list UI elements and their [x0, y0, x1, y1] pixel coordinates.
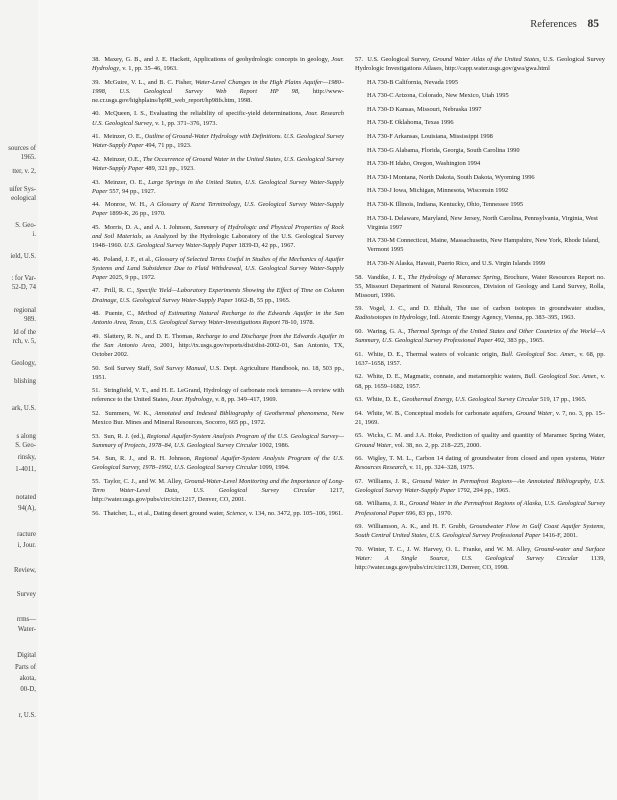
reference-entry	[355, 499, 605, 517]
reference-number: 58.	[355, 273, 366, 281]
reference-text: , U.S. Dept. Agriculture Handbook, no. 18, 503 pp., 1951.	[92, 364, 345, 381]
reference-number: 39.	[92, 78, 103, 86]
reference-text: , 2001, http://tx.usgs.gov/reports/dist/dist-2002-01, San Antonio, TX, October 2002.	[92, 341, 344, 359]
reference-entry	[92, 55, 344, 73]
reference-text: Williams, J. R.,	[367, 477, 413, 485]
reference-title: Thermal Springs of the United States and Other Countries of the World—A Summary, U.S. Geological Survey Professional Paper	[355, 328, 605, 345]
reference-entry	[92, 454, 344, 472]
reference-text: , vol. 38, no. 2, pp. 218–225, 2000.	[391, 441, 481, 449]
bleed-text-fragment: i.	[32, 231, 36, 238]
reference-title: The Hydrology of Maramec Spring	[407, 273, 501, 281]
reference-text: 492, 383 pp., 1965.	[492, 337, 544, 345]
bleed-text-fragment: eological	[11, 195, 36, 202]
reference-text: Williams, J. R.,	[366, 500, 409, 508]
reference-number: 60.	[355, 328, 366, 336]
reference-number: 62.	[355, 373, 366, 381]
atlas-item: HA 730-H Idaho, Oregon, Washington 1994	[367, 160, 481, 168]
reference-number: 54.	[92, 455, 104, 463]
reference-number: 42.	[92, 155, 102, 163]
reference-text: McQueen, I. S., Evaluating the reliability of specific-yield determinations,	[104, 110, 306, 118]
reference-number: 43.	[92, 178, 103, 186]
reference-entry	[355, 304, 605, 322]
page-number: 85	[587, 18, 599, 30]
reference-text: Sun, R. J., and R. H. Johnson,	[105, 455, 195, 463]
bleed-text-fragment: 1-4011,	[15, 466, 36, 473]
reference-text: , as Analyzed by the Hydrologic Laboratory of the U.S. Geological Survey 1948–1960.	[92, 233, 344, 250]
reference-text: White, D. E., Magmatic, connate, and metamorphic waters,	[367, 373, 525, 381]
atlas-item: HA 730-D Kansas, Missouri, Nebraska 1997	[367, 105, 482, 113]
reference-text: 557, 94 pp., 1927.	[107, 187, 156, 195]
reference-text: Winter, T. C., J. W. Harvey, O. L. Franke, and W. M. Alley,	[367, 545, 535, 553]
reference-title: Regional Aquifer-System Analysis Program of the U.S. Geological Survey—Summary of Projects, 1978–84, U.S. Geological Survey Circular	[92, 432, 344, 449]
bleed-text-fragment: 52-D, 74	[11, 284, 36, 291]
bleed-text-fragment: ld of the	[13, 329, 36, 336]
bleed-text-fragment: rinsky,	[17, 454, 36, 461]
atlas-item: HA 730-M Connecticut, Maine, Massachusetts, New Hampshire, New York, Rhode Island, Vermont 1995	[367, 237, 600, 254]
reference-entry	[92, 78, 344, 105]
bleed-text-fragment: rch, v. 5,	[12, 338, 36, 345]
reference-number: 51.	[92, 387, 102, 395]
reference-text: Taylor, C. J., and W. M. Alley,	[103, 478, 185, 486]
reference-entry	[92, 255, 344, 282]
reference-text: White, D. E., Thermal waters of volcanic origin,	[367, 350, 502, 358]
reference-text: , Brochure, Water Resources Report no. 55, Missouri Department of Natural Resources, Division of Geology and Land Survey, Rolla, Missouri, 1996.	[355, 273, 606, 299]
reference-text: White, W. B., Conceptual models for carbonate aquifers,	[366, 409, 516, 417]
bleed-text-fragment: S. Geo-	[15, 442, 36, 449]
reference-title: Science	[226, 509, 246, 517]
reference-entry	[355, 372, 605, 390]
reference-entry	[92, 509, 344, 518]
reference-title: Jour. Hydrology	[92, 56, 344, 73]
reference-entry	[92, 178, 344, 196]
reference-text: 696, 83 pp., 1970.	[404, 509, 453, 517]
reference-number: 41.	[92, 133, 102, 141]
reference-text: Vandike, J. E.,	[367, 273, 408, 281]
reference-text: Morris, D. A., and A. I. Johnson,	[104, 223, 195, 231]
reference-title: Ground Water in Permafrost Regions—An Annotated Bibliography, U.S. Geological Survey Water-Supply Paper	[355, 477, 605, 494]
reference-text: , v. 8, pp. 349–417, 1969.	[212, 396, 278, 404]
bleed-text-fragment: Digital	[17, 652, 36, 659]
reference-entry	[92, 477, 344, 504]
reference-number: 50.	[92, 364, 103, 372]
reference-text: 519, 17 pp., 1965.	[538, 396, 587, 404]
bleed-text-fragment: Geology,	[11, 360, 36, 367]
reference-title: Method of Estimating Natural Recharge to the Edwards Aquifer in the San Antonio Area, Texas, U.S. Geological Survey Water-Investigations Report	[92, 310, 344, 327]
bleed-text-fragment: akota,	[19, 675, 36, 682]
reference-entry	[355, 454, 605, 472]
reference-text: , v. 1, pp. 35–46, 1963.	[119, 65, 178, 73]
reference-title: Groundwater Flow in Gulf Coast Aquifer Systems, South Central United States, U.S. Geological Survey Professional Paper	[355, 523, 605, 540]
atlas-item: HA 730-E Oklahoma, Texas 1996	[367, 119, 454, 127]
bleed-text-fragment: rrms—	[16, 616, 36, 623]
reference-entry	[92, 109, 344, 127]
reference-title: Annotated and Indexed Bibliography of Geothermal phenomena	[154, 410, 328, 417]
reference-text: , U.S. Geological Survey Hydrologic Investigations Atlases, http://capp.water.usgs.gov/gwa/gwa.html	[355, 56, 605, 73]
reference-title: Ground-Water-Level Monitoring and the Importance of Long-Term Water-Level Data, U.S. Geological Survey Circular	[92, 478, 344, 495]
reference-text: Prill, R. C.,	[104, 287, 137, 295]
reference-entry	[355, 545, 605, 572]
reference-text: , http://www-ne.cr.usgs.gov/highplains/hp98_web_report/hp98fs.htm, 1998.	[92, 87, 344, 104]
atlas-item: HA 730-N Alaska, Hawaii, Puerto Rico, and U.S. Virgin Islands 1999	[367, 260, 546, 267]
reference-entry	[355, 395, 605, 404]
reference-text: , New Mexico Bur. Mines and Mineral Resources, Socorro, 665 pp., 1972.	[92, 410, 344, 427]
reference-number: 68.	[355, 500, 365, 508]
reference-text: Meinzer, O. E.,	[103, 133, 145, 141]
references-column-left	[92, 55, 344, 522]
atlas-item: HA 730-J Iowa, Michigan, Minnesota, Wisconsin 1992	[367, 187, 509, 195]
reference-number: 44.	[92, 201, 103, 209]
reference-title: Jour. Research U.S. Geological Survey	[92, 110, 344, 127]
reference-title: Outline of Ground-Water Hydrology with Definitions. U.S. Geological Survey Water-Supply Paper	[92, 133, 344, 150]
reference-title: Bull. Geological Soc. Amer.	[524, 373, 597, 381]
reference-title: Specific Yield—Laboratory Experiments Showing the Effect of Time on Column Drainage, U.S. Geological Survey Water-Supply Paper	[92, 287, 345, 304]
bleed-text-fragment: Parts of	[15, 664, 36, 671]
bleed-text-fragment: s along	[16, 433, 36, 440]
reference-entry	[355, 477, 605, 495]
atlas-item: HA 730-I Montana, North Dakota, South Dakota, Wyoming 1996	[367, 173, 535, 181]
reference-title: A Glossary of Karst Terminology, U.S. Geological Survey Water-Supply Paper	[92, 201, 344, 218]
bleed-text-fragment: 989.	[24, 316, 36, 323]
reference-text: 1839-D, 42 pp., 1967.	[237, 242, 296, 250]
reference-text: , v. 68, pp. 1659–1682, 1957.	[355, 373, 605, 390]
bleed-text-fragment: Survey	[16, 591, 36, 598]
bleed-text-fragment: i, Jour.	[17, 542, 36, 549]
reference-text: 1099, 1994.	[257, 464, 290, 472]
bleed-text-fragment: 94(A),	[18, 505, 36, 512]
reference-text: Williamson, A. K., and H. F. Grubb,	[367, 523, 470, 531]
reference-entry	[92, 132, 344, 150]
reference-text: Sun, R. J. (ed.),	[103, 432, 147, 440]
reference-title: The Occurrence of Ground Water in the United States, U.S. Geological Survey Water-Supply Paper	[92, 155, 344, 172]
bleed-text-fragment: Water-	[17, 626, 36, 633]
reference-number: 69.	[355, 523, 366, 531]
atlas-item: HA 730-B California, Nevada 1995	[367, 78, 459, 86]
reference-title: Geothermal Energy, U.S. Geological Survey Circular	[401, 396, 539, 404]
bleed-text-fragment: tter, v. 2,	[12, 168, 36, 175]
bleed-text-fragment: 00-D,	[20, 686, 36, 693]
reference-text: Puente, C.,	[105, 310, 138, 318]
reference-text: Summers, W. K.,	[105, 410, 155, 417]
reference-entry	[92, 223, 344, 250]
bleed-text-fragment: sources of	[8, 145, 36, 152]
reference-entry	[92, 155, 344, 173]
reference-number: 61.	[355, 350, 366, 358]
reference-entry	[92, 332, 344, 359]
reference-text: , v. 7, no. 3, pp. 15–21, 1969.	[355, 409, 605, 426]
reference-title: Ground Water in the Permafrost Regions of Alaska, U.S. Geological Survey Professional Paper	[355, 500, 606, 517]
atlas-item: HA 730-K Illinois, Indiana, Kentucky, Ohio, Tennessee 1995	[367, 201, 524, 209]
reference-entry	[355, 409, 605, 427]
reference-title: Summary of Hydrologic and Physical Properties of Rock and Soil Materials	[92, 223, 344, 240]
reference-text: 489, 321 pp., 1923.	[143, 164, 195, 172]
reference-text: 1217, http://water.usgs.gov/pubs/circ/circ1217, Denver, CO, 2001.	[92, 487, 344, 504]
reference-entry	[92, 286, 344, 304]
reference-text: , v. 1, pp. 371–376, 1973.	[151, 119, 218, 127]
reference-entry	[92, 432, 344, 450]
previous-page-bleed-through	[0, 0, 38, 800]
reference-number: 66.	[355, 455, 366, 463]
bleed-text-fragment: ield, U.S.	[10, 253, 36, 260]
reference-text: 1899-K, 26 pp., 1970.	[107, 210, 166, 218]
reference-number: 65.	[355, 432, 366, 440]
reference-text: 78-10, 1978.	[280, 319, 315, 327]
reference-number: 63.	[355, 396, 365, 404]
reference-number: 47.	[92, 287, 103, 295]
reference-entry	[355, 431, 605, 449]
bleed-text-fragment: ark, U.S.	[11, 405, 36, 412]
reference-text: Soil Survey Staff,	[104, 364, 154, 372]
reference-entry	[355, 273, 605, 300]
atlas-item: HA 730-G Alabama, Florida, Georgia, South Carolina 1990	[367, 146, 520, 154]
reference-entry	[92, 200, 344, 218]
reference-text: , v. 68, pp. 1637–1658, 1957.	[355, 350, 605, 367]
reference-number: 38.	[92, 56, 103, 63]
reference-text: Slattery, R. N., and D. E. Thomas,	[104, 332, 197, 340]
bleed-text-fragment: S. Geo-	[15, 222, 36, 229]
reference-title: Water-Level Changes in the High Plains Aquifer—1980–1998, U.S. Geological Survey Web Report HP 98	[92, 78, 344, 95]
reference-title: Water Resources Research	[355, 455, 605, 472]
reference-title: Ground-water and Surface Water: A Single Source, U.S. Geological Survey Circular	[355, 545, 605, 562]
reference-text: Maxey, G. B., and J. E. Hackett, Applications of geohydrologic concepts in geology,	[104, 56, 332, 63]
atlas-list	[355, 78, 605, 268]
reference-number: 46.	[92, 255, 102, 263]
bleed-text-fragment: : for Var-	[11, 275, 36, 282]
reference-entry	[92, 386, 344, 404]
reference-text: Meinzer, O.E.,	[103, 155, 143, 163]
reference-entry	[92, 364, 344, 382]
bleed-text-fragment: regional	[13, 307, 36, 314]
reference-text: Wigley, T. M. L., Carbon 14 dating of groundwater from closed and open systems,	[367, 455, 590, 463]
reference-title: Glossary of Selected Terms Useful in Studies of the Mechanics of Aquifer Systems and Land Subsidence Due to Fluid Withdrawal, U.S. Geological Survey Water-Supply Paper	[92, 255, 344, 281]
atlas-item: HA 730-F Arkansas, Louisiana, Mississippi 1998	[367, 133, 493, 141]
reference-text: Stringfield, V. T., and H. E. LeGrand, Hydrology of carbonate rock terranes—A review with reference to the United States,	[92, 387, 344, 404]
reference-text: Vogel, J. C., and D. Ehhalt, The use of carbon isotopes in groundwater studies,	[369, 305, 605, 313]
reference-title: Ground Water	[355, 441, 392, 449]
reference-number: 67.	[355, 477, 366, 485]
reference-number: 40.	[92, 110, 103, 118]
reference-entry	[355, 55, 605, 73]
reference-text: Wicks, C. M. and J.A. Hoke, Prediction of quality and quantity of Maramec Spring Water,	[367, 432, 606, 440]
reference-title: Jour. Hydrology	[170, 396, 213, 404]
running-header-section: References	[530, 19, 577, 30]
reference-text: Poland, J. F., et al.,	[103, 255, 155, 263]
reference-entry	[92, 309, 344, 327]
reference-title: Radioisotopes in Hydrology	[355, 314, 427, 322]
reference-text: Thatcher, L., et al., Dating desert ground water,	[103, 509, 227, 517]
reference-entry	[355, 350, 605, 368]
reference-title: Recharge to and Discharge from the Edwards Aquifer in the San Antonio Area	[92, 332, 344, 349]
bleed-text-fragment: racture	[17, 531, 36, 538]
reference-text: , v. 134, no. 3472, pp. 105–106, 1961.	[245, 509, 343, 517]
reference-entry	[355, 522, 605, 540]
reference-title: U.S. Geological Survey Water-Supply Paper	[123, 242, 238, 250]
reference-title: Large Springs in the United States, U.S. Geological Survey Water-Supply Paper	[92, 178, 344, 195]
reference-entry	[92, 409, 344, 427]
reference-number: 45.	[92, 223, 103, 231]
bleed-text-fragment: 1965.	[20, 154, 36, 161]
reference-number: 49.	[92, 332, 103, 340]
reference-text: 1662-B, 55 pp., 1965.	[232, 296, 291, 304]
reference-text: Waring, G. A.,	[367, 328, 408, 336]
reference-text: White, D. E.,	[366, 396, 402, 404]
reference-number: 52.	[92, 410, 103, 417]
reference-title: Ground Water Atlas of the United States	[432, 56, 540, 63]
running-header	[530, 18, 599, 30]
reference-text: U.S. Geological Survey,	[367, 56, 433, 63]
reference-number: 48.	[92, 310, 104, 318]
bleed-text-fragment: uifer Sys-	[9, 186, 36, 193]
reference-text: McGuire, V. L., and B. C. Fisher,	[104, 78, 195, 86]
reference-text: 494, 71 pp., 1923.	[143, 142, 192, 150]
reference-number: 53.	[92, 432, 102, 440]
reference-number: 56.	[92, 509, 102, 517]
atlas-item: HA 730-C Arizona, Colorado, New Mexico, Utah 1995	[367, 92, 509, 100]
reference-number: 59.	[355, 305, 368, 313]
atlas-item: HA 730-L Delaware, Maryland, New Jersey, North Carolina, Pennsylvania, Virginia, West Virginia 1997	[367, 214, 598, 231]
references-column-right	[355, 55, 605, 577]
bleed-text-fragment: Review,	[13, 567, 36, 574]
reference-title: Regional Aquifer-System Analysis Program of the U.S. Geological Survey, 1978–1992, U.S. Geological Survey Circular	[92, 455, 345, 472]
reference-title: Soil Survey Manual	[153, 364, 206, 372]
reference-number: 70.	[355, 545, 366, 553]
reference-text: , Intl. Atomic Energy Agency, Vienna, pp. 383–395, 1963.	[426, 314, 576, 322]
reference-text: Meinzer, O. E.,	[104, 178, 149, 186]
reference-text: 2025, 9 pp., 1972.	[107, 273, 156, 281]
reference-text: 1139, http://water.usgs.gov/pubs/circ/circ1139, Denver, CO, 1998.	[355, 554, 605, 572]
reference-text: 1002, 1986.	[257, 441, 290, 449]
reference-title: Ground Water	[515, 409, 553, 417]
reference-number: 55.	[92, 478, 102, 486]
bleed-text-fragment: blishing	[14, 378, 36, 385]
reference-title: Bull. Geological Soc. Amer.	[501, 350, 576, 358]
reference-number: 57.	[355, 56, 366, 63]
reference-text: Monroe, W. H.,	[104, 201, 151, 209]
reference-text: , v. 11, pp. 324–328, 1975.	[406, 464, 475, 472]
reference-text: 1416-F, 2001.	[540, 532, 578, 540]
reference-entry	[355, 327, 605, 345]
bleed-text-fragment: notated	[15, 494, 36, 501]
bleed-text-fragment: r, U.S.	[18, 712, 36, 719]
reference-number: 64.	[355, 409, 365, 417]
reference-text: 1792, 294 pp., 1965.	[455, 486, 510, 494]
